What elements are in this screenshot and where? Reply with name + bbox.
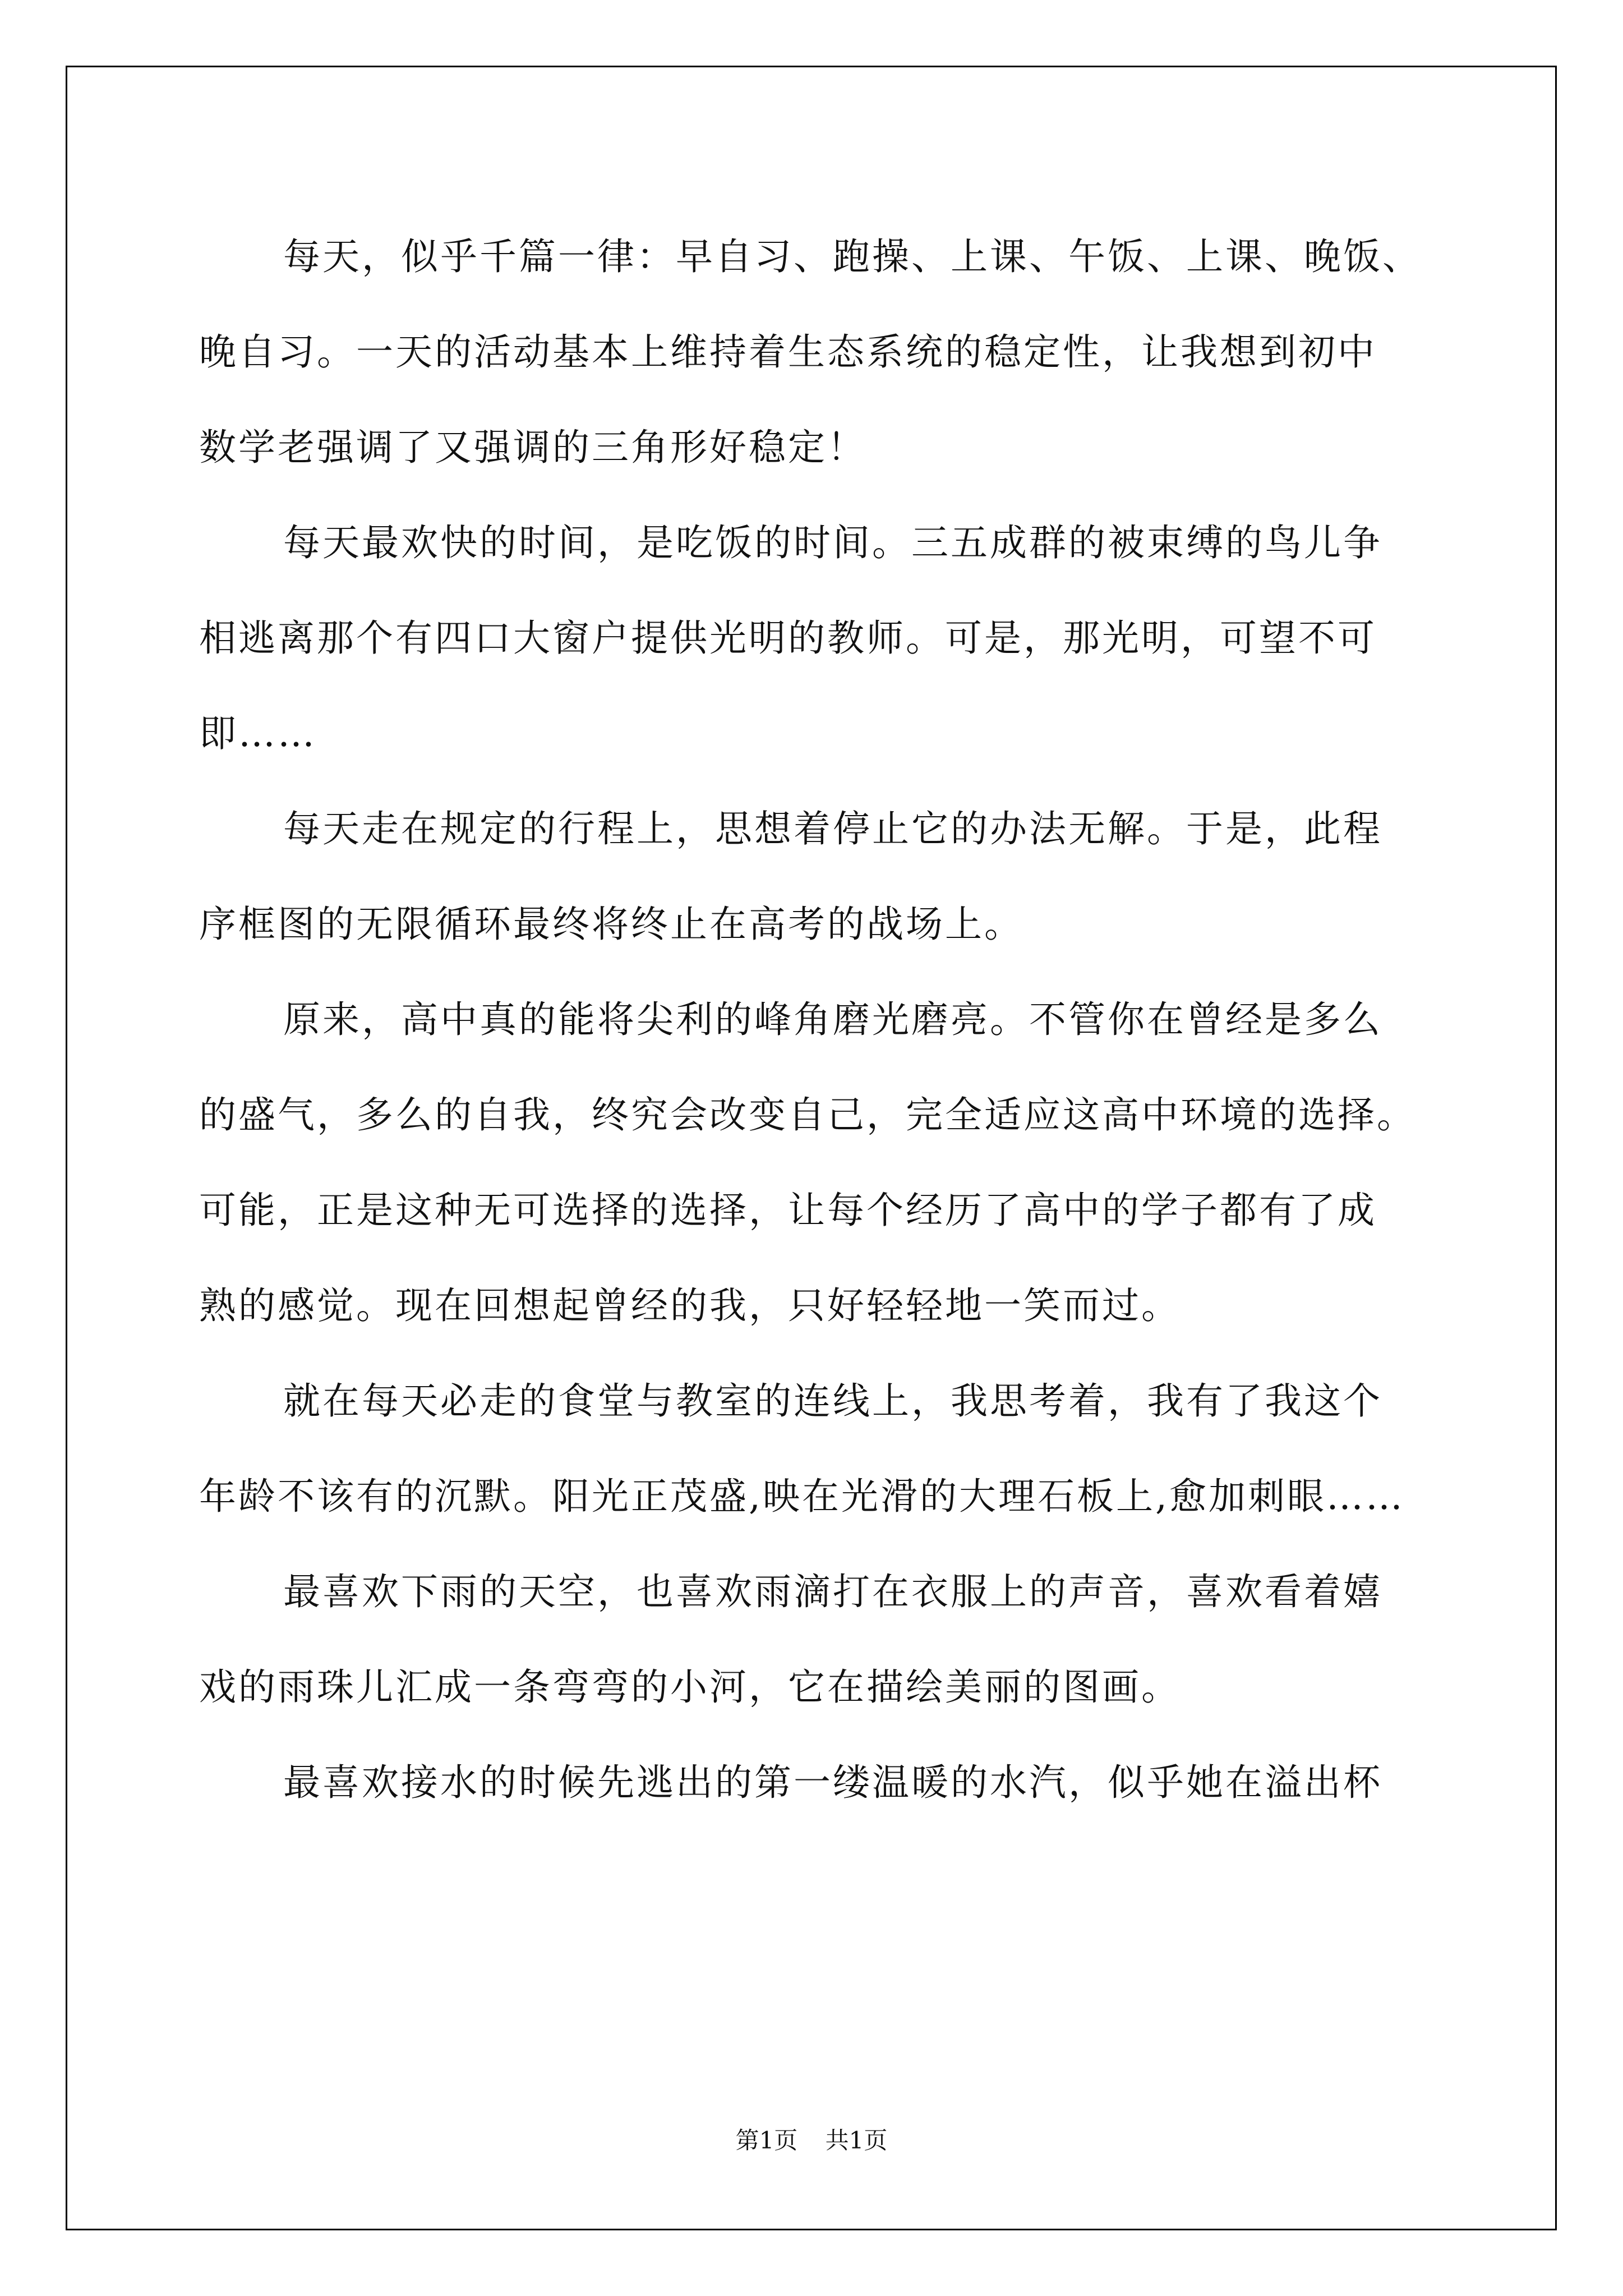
text-line: 最喜欢下雨的天空，也喜欢雨滴打在衣服上的声音，喜欢看着嬉 [283,1570,1382,1613]
text-line: 即…… [199,712,317,755]
text-line: 每天，似乎千篇一律：早自习、跑操、上课、午饭、上课、晚饭、 [283,235,1422,278]
page-number-current: 第1页 [735,2127,798,2154]
text-line: 就在每天必走的食堂与教室的连线上，我思考着，我有了我这个 [283,1379,1382,1423]
text-line: 戏的雨珠儿汇成一条弯弯的小河，它在描绘美丽的图画。 [199,1665,1181,1709]
text-line: 每天最欢快的时间，是吃饭的时间。三五成群的被束缚的鸟儿争 [283,521,1382,564]
document-body [199,218,1433,1839]
text-line: 原来，高中真的能将尖利的峰角磨光磨亮。不管你在曾经是多么 [283,998,1382,1041]
page-number-total: 共1页 [825,2127,888,2154]
page-footer [0,2124,1623,2157]
text-line: 最喜欢接水的时候先逃出的第一缕温暖的水汽，似乎她在溢出杯 [283,1761,1382,1804]
text-line: 相逃离那个有四口大窗户提供光明的教师。可是，那光明，可望不可 [199,616,1377,660]
text-line: 可能，正是这种无可选择的选择，让每个经历了高中的学子都有了成 [199,1189,1377,1232]
text-line: 熟的感觉。现在回想起曾经的我，只好轻轻地一笑而过。 [199,1284,1181,1327]
text-line: 的盛气，多么的自我，终究会改变自己，完全适应这高中环境的选择。 [199,1093,1416,1137]
text-line: 序框图的无限循环最终将终止在高考的战场上。 [199,903,1023,946]
text-line: 每天走在规定的行程上，思想着停止它的办法无解。于是，此程 [283,807,1382,850]
text-line: 年龄不该有的沉默。阳光正茂盛,映在光滑的大理石板上,愈加刺眼…… [199,1475,1405,1518]
text-line: 晚自习。一天的活动基本上维持着生态系统的稳定性，让我想到初中 [199,330,1377,374]
text-line: 数学老强调了又强调的三角形好稳定！ [199,426,866,469]
